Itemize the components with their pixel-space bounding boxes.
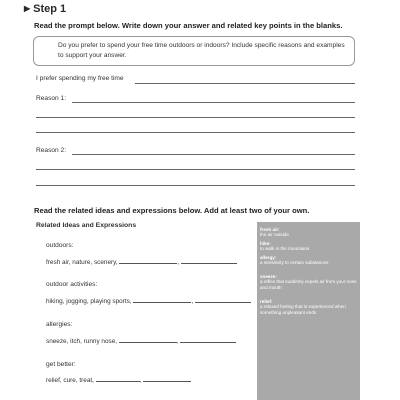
blank-field[interactable]	[181, 256, 237, 264]
glossary-panel	[257, 222, 360, 400]
glossary-item	[260, 241, 358, 252]
blank-field[interactable]	[119, 256, 177, 264]
group-heading-outdoors: outdoors:	[46, 242, 74, 249]
step-header	[24, 3, 66, 15]
reason1-label: Reason 1:	[36, 95, 67, 102]
reason1-line-2[interactable]	[36, 117, 355, 118]
group-items-text: relief, cure, treat,	[46, 377, 94, 384]
main-instruction: Read the prompt below. Write down your answer and related key points in the blanks.	[34, 21, 343, 30]
reason2-line-3[interactable]	[36, 185, 355, 186]
group-items-text: fresh air, nature, scenery,	[46, 259, 118, 266]
related-instruction: Read the related ideas and expressions below. Add at least two of your own.	[34, 206, 310, 215]
group-heading-allergies: allergies:	[46, 321, 73, 328]
group-items-text: sneeze, itch, runny nose,	[46, 338, 118, 345]
glossary-item	[260, 255, 358, 266]
group-items-text: hiking, jogging, playing sports,	[46, 298, 132, 305]
glossary-definition: a sensitivity to certain substances	[260, 260, 329, 266]
glossary-term: fresh air:	[260, 227, 280, 232]
group-heading-outdoor-activities: outdoor activities:	[46, 281, 98, 288]
blank-field[interactable]	[195, 295, 251, 303]
reason2-line-2[interactable]	[36, 169, 355, 170]
glossary-definition: a reflex that suddenly expels air from your nose and mouth	[260, 279, 357, 290]
reason1-line-1[interactable]	[72, 102, 355, 103]
answer-intro-label: I prefer spending my free time	[36, 75, 124, 82]
blank-field[interactable]	[180, 335, 236, 343]
blank-field[interactable]	[143, 374, 191, 382]
group-items-outdoor-activities: hiking, jogging, playing sports, ,	[46, 295, 251, 305]
reason1-line-3[interactable]	[36, 132, 355, 133]
glossary-definition: to walk in the mountains	[260, 246, 310, 252]
blank-field[interactable]	[96, 374, 140, 382]
group-items-get-better: relief, cure, treat, ,	[46, 374, 191, 384]
glossary-term: allergy:	[260, 255, 277, 260]
blank-field[interactable]	[119, 335, 177, 343]
glossary-term: hike:	[260, 241, 271, 246]
glossary-term: sneeze:	[260, 274, 277, 279]
group-heading-get-better: get better:	[46, 361, 76, 368]
glossary-term: relief:	[260, 299, 273, 304]
group-items-allergies: sneeze, itch, runny nose, ,	[46, 335, 236, 345]
triangle-right-icon: ▶	[24, 4, 31, 13]
glossary-item	[260, 274, 358, 290]
glossary-item	[260, 299, 358, 315]
reason2-line-1[interactable]	[72, 154, 355, 155]
blank-field[interactable]	[133, 295, 191, 303]
reason2-label: Reason 2:	[36, 147, 67, 154]
step-label: Step 1	[33, 3, 67, 15]
glossary-definition: the air outside	[260, 232, 289, 238]
related-section-title: Related Ideas and Expressions	[36, 222, 137, 229]
prompt-text: Do you prefer to spend your free time outdoors or indoors? Include specific reasons and examples to support your answer.	[58, 42, 345, 59]
prompt-box	[33, 36, 355, 66]
glossary-definition: a relaxed feeling that is experienced when something unpleasant ends	[260, 304, 346, 315]
group-items-outdoors: fresh air, nature, scenery, ,	[46, 256, 237, 266]
answer-intro-line[interactable]	[135, 83, 355, 84]
glossary-item	[260, 227, 358, 238]
